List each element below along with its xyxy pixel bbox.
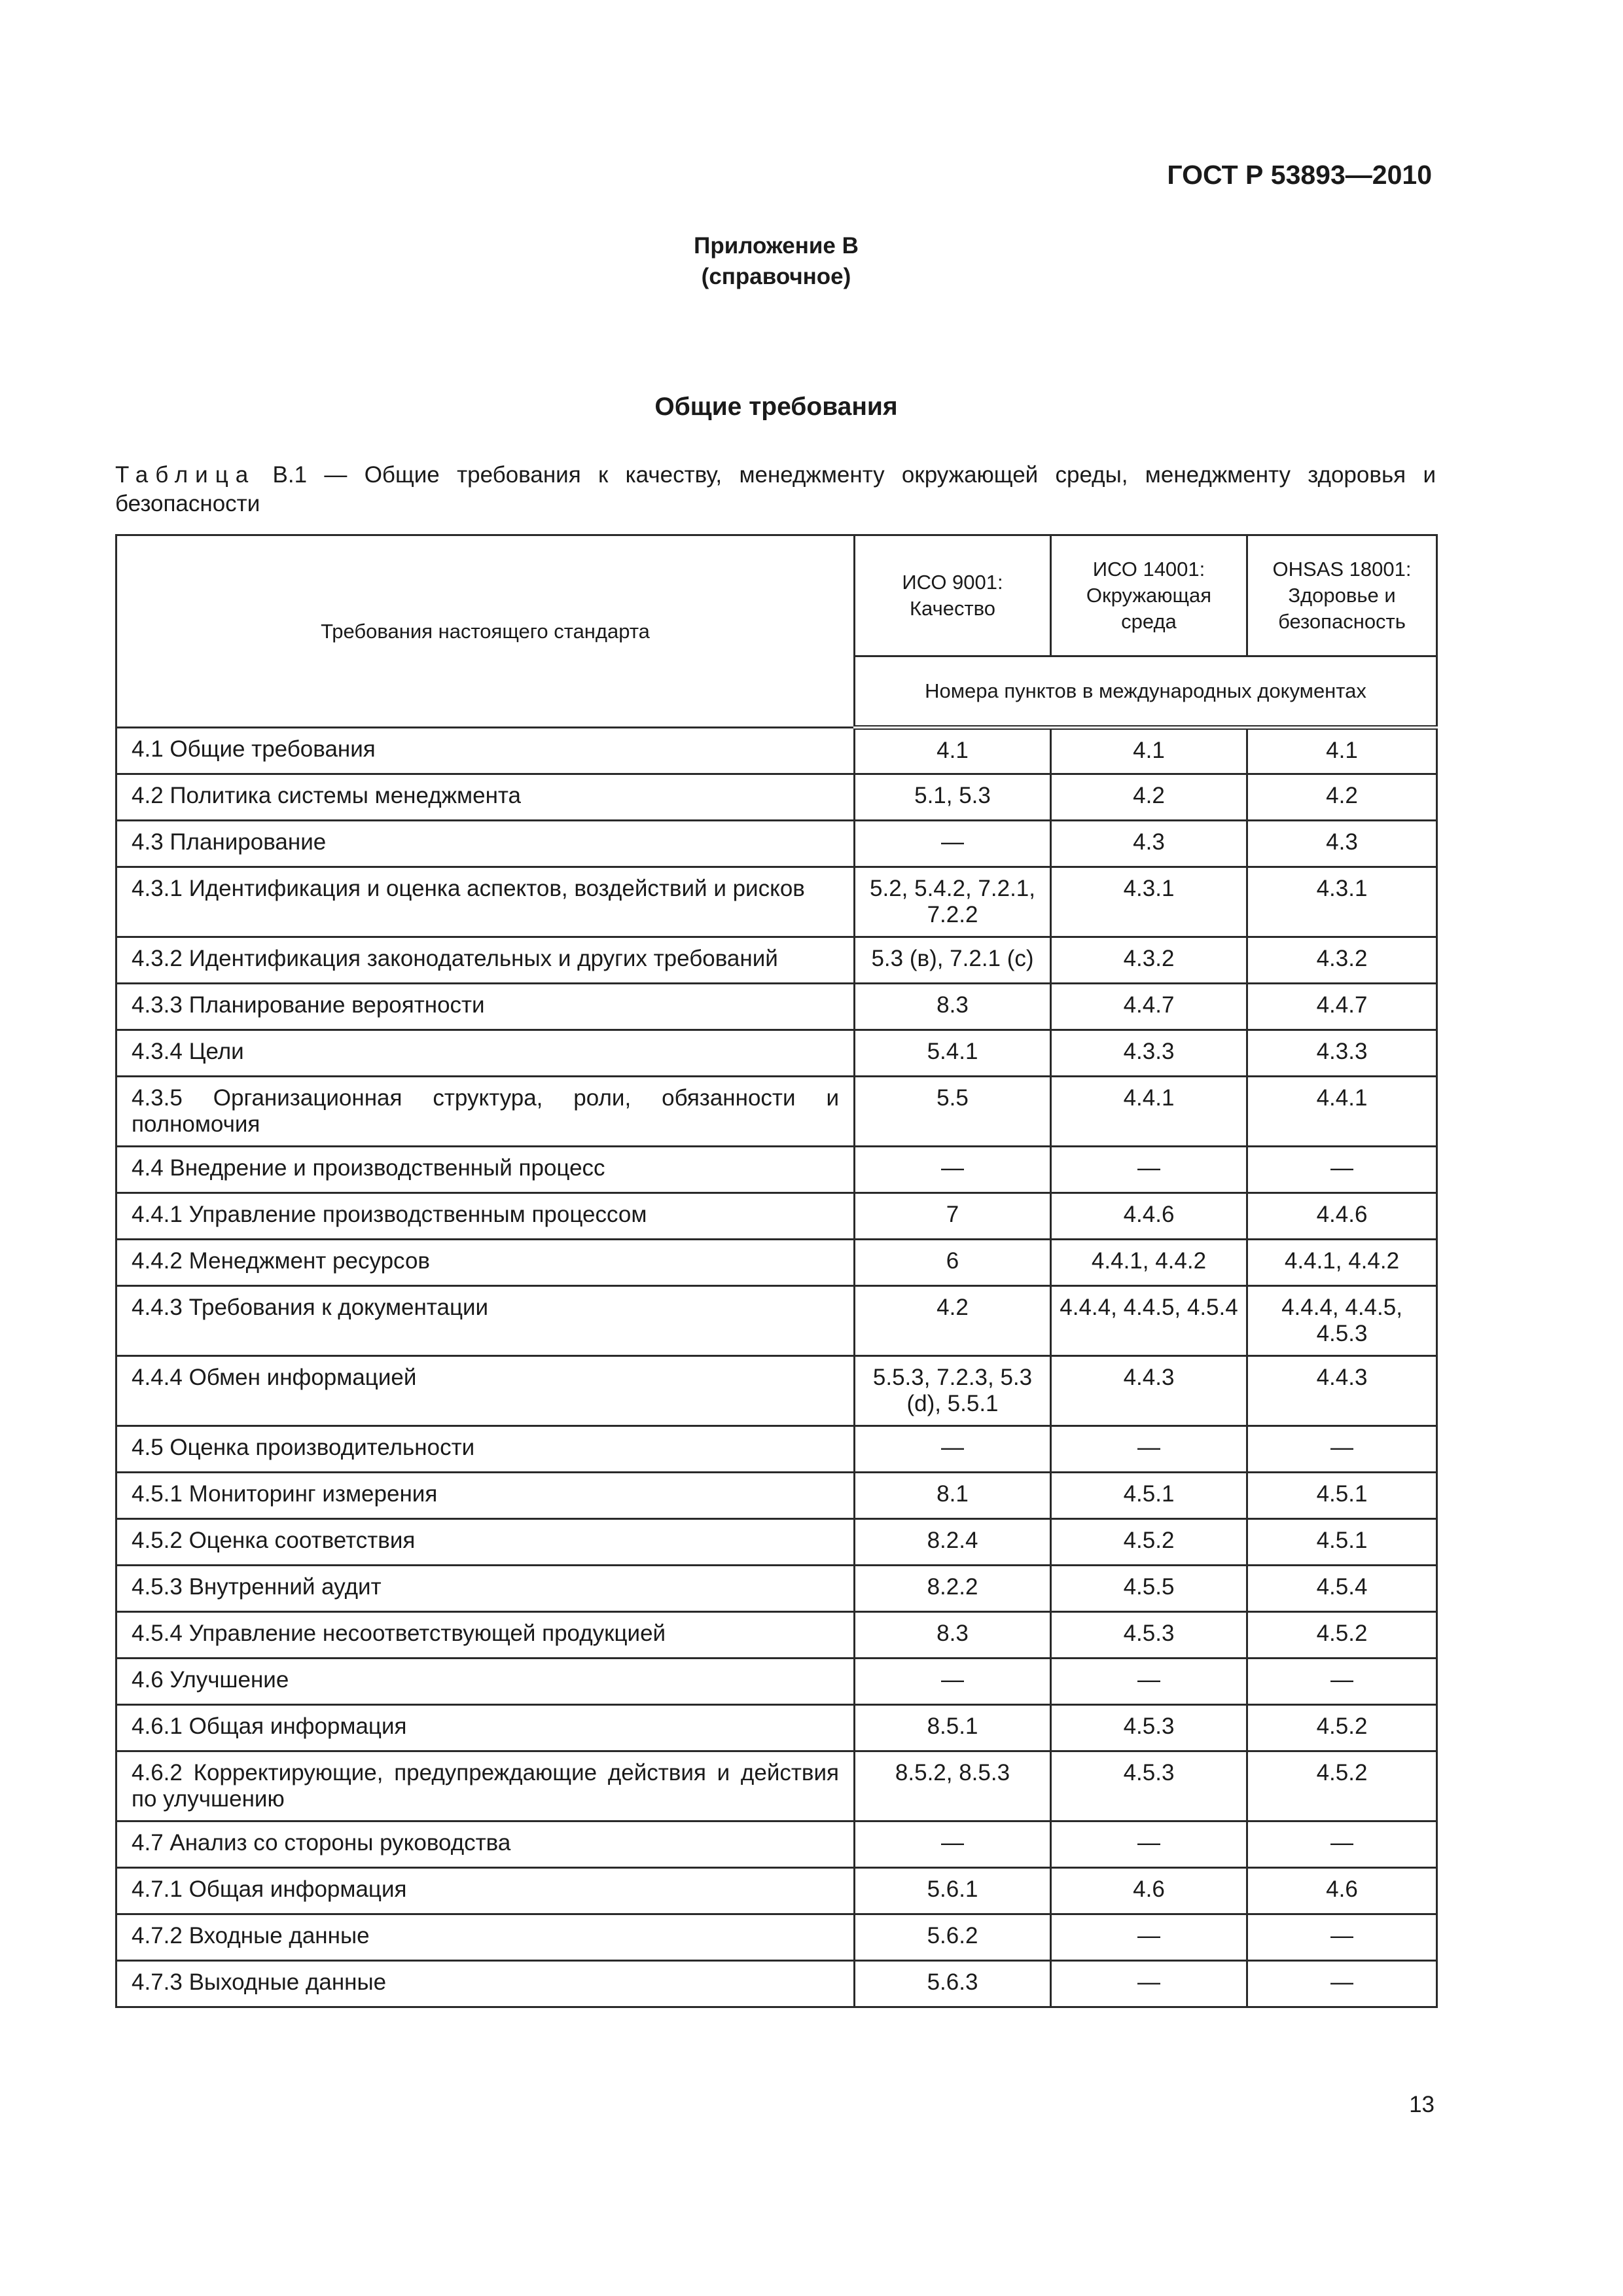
table-row — [116, 774, 1437, 821]
ohsas18001-cell: — — [1247, 1147, 1437, 1193]
requirement-cell: 4.3 Планирование — [116, 821, 855, 867]
iso14001-cell: 4.1 — [1051, 728, 1247, 774]
table-row — [116, 937, 1437, 984]
iso14001-cell: — — [1051, 1147, 1247, 1193]
iso9001-cell: 8.1 — [855, 1473, 1051, 1519]
ohsas18001-cell: 4.5.2 — [1247, 1705, 1437, 1751]
iso9001-cell: — — [855, 1147, 1051, 1193]
requirement-cell: 4.7 Анализ со стороны руководства — [116, 1821, 855, 1868]
iso14001-cell: 4.4.1 — [1051, 1077, 1247, 1147]
table-row — [116, 1868, 1437, 1914]
table-row — [116, 1659, 1437, 1705]
requirement-cell: 4.6.1 Общая информация — [116, 1705, 855, 1751]
requirement-cell: 4.3.2 Идентификация законодательных и других требований — [116, 937, 855, 984]
table-row — [116, 1821, 1437, 1868]
iso14001-cell: 4.5.1 — [1051, 1473, 1247, 1519]
requirement-cell: 4.5.3 Внутренний аудит — [116, 1566, 855, 1612]
iso9001-cell: 8.2.4 — [855, 1519, 1051, 1566]
ohsas18001-cell: 4.1 — [1247, 728, 1437, 774]
ohsas18001-cell: 4.4.1 — [1247, 1077, 1437, 1147]
ohsas18001-cell: 4.5.1 — [1247, 1519, 1437, 1566]
iso9001-cell: 8.3 — [855, 1612, 1051, 1659]
table-row — [116, 1077, 1437, 1147]
iso9001-cell: 8.5.2, 8.5.3 — [855, 1751, 1051, 1821]
table-caption-text: В.1 — Общие требования к качеству, менеджменту окружающей среды, менеджменту здоровья и безопасности — [115, 462, 1436, 516]
ohsas18001-cell: 4.3 — [1247, 821, 1437, 867]
ohsas18001-cell: — — [1247, 1821, 1437, 1868]
header-clause-numbers: Номера пунктов в международных документах — [855, 656, 1437, 728]
iso9001-cell: — — [855, 1426, 1051, 1473]
table-row — [116, 1193, 1437, 1240]
table-caption-prefix: Таблица — [115, 462, 256, 488]
table-row — [116, 1751, 1437, 1821]
ohsas18001-cell: 4.4.6 — [1247, 1193, 1437, 1240]
requirement-cell: 4.7.2 Входные данные — [116, 1914, 855, 1961]
iso14001-cell: 4.5.2 — [1051, 1519, 1247, 1566]
iso14001-cell: 4.5.3 — [1051, 1705, 1247, 1751]
iso14001-cell: 4.4.7 — [1051, 984, 1247, 1030]
iso9001-cell: 8.5.1 — [855, 1705, 1051, 1751]
requirement-cell: 4.6.2 Корректирующие, предупреждающие действия и действия по улучшению — [116, 1751, 855, 1821]
iso14001-cell: — — [1051, 1914, 1247, 1961]
requirement-cell: 4.3.3 Планирование вероятности — [116, 984, 855, 1030]
ohsas18001-cell: 4.3.3 — [1247, 1030, 1437, 1077]
table-row — [116, 1240, 1437, 1286]
ohsas18001-cell: 4.4.1, 4.4.2 — [1247, 1240, 1437, 1286]
iso9001-cell: 4.2 — [855, 1286, 1051, 1356]
requirement-cell: 4.2 Политика системы менеджмента — [116, 774, 855, 821]
iso14001-cell: 4.4.4, 4.4.5, 4.5.4 — [1051, 1286, 1247, 1356]
iso14001-cell: 4.5.5 — [1051, 1566, 1247, 1612]
requirement-cell: 4.4.1 Управление производственным процессом — [116, 1193, 855, 1240]
iso14001-cell: 4.4.3 — [1051, 1356, 1247, 1426]
ohsas18001-cell: 4.5.2 — [1247, 1751, 1437, 1821]
iso14001-cell: 4.4.6 — [1051, 1193, 1247, 1240]
ohsas18001-cell: 4.4.7 — [1247, 984, 1437, 1030]
ohsas18001-cell: 4.4.4, 4.4.5, 4.5.3 — [1247, 1286, 1437, 1356]
iso14001-cell: 4.3.1 — [1051, 867, 1247, 937]
requirement-cell: 4.5.1 Мониторинг измерения — [116, 1473, 855, 1519]
requirement-cell: 4.5.4 Управление несоответствующей продукцией — [116, 1612, 855, 1659]
iso9001-cell: 6 — [855, 1240, 1051, 1286]
table-row — [116, 1612, 1437, 1659]
iso9001-cell: 5.6.2 — [855, 1914, 1051, 1961]
table-row — [116, 1286, 1437, 1356]
iso9001-cell: 4.1 — [855, 728, 1051, 774]
table-row — [116, 821, 1437, 867]
requirement-cell: 4.7.3 Выходные данные — [116, 1961, 855, 2007]
iso14001-cell: — — [1051, 1961, 1247, 2007]
requirement-cell: 4.7.1 Общая информация — [116, 1868, 855, 1914]
requirement-cell: 4.1 Общие требования — [116, 728, 855, 774]
table-row — [116, 1473, 1437, 1519]
iso14001-cell: — — [1051, 1821, 1247, 1868]
table-row — [116, 1914, 1437, 1961]
iso14001-cell: 4.2 — [1051, 774, 1247, 821]
ohsas18001-cell: — — [1247, 1659, 1437, 1705]
table-row — [116, 1566, 1437, 1612]
header-iso9001: ИСО 9001: Качество — [855, 535, 1051, 656]
table-row — [116, 984, 1437, 1030]
header-iso14001: ИСО 14001: Окружающая среда — [1051, 535, 1247, 656]
ohsas18001-cell: 4.3.2 — [1247, 937, 1437, 984]
iso9001-cell: 8.2.2 — [855, 1566, 1051, 1612]
iso9001-cell: 5.2, 5.4.2, 7.2.1, 7.2.2 — [855, 867, 1051, 937]
table-row — [116, 728, 1437, 774]
iso9001-cell: 5.3 (в), 7.2.1 (с) — [855, 937, 1051, 984]
iso9001-cell: 5.6.1 — [855, 1868, 1051, 1914]
iso9001-cell: 8.3 — [855, 984, 1051, 1030]
iso9001-cell: 5.4.1 — [855, 1030, 1051, 1077]
iso14001-cell: 4.6 — [1051, 1868, 1247, 1914]
table-body — [116, 728, 1437, 2007]
iso14001-cell: 4.3.2 — [1051, 937, 1247, 984]
page-number: 13 — [1409, 2092, 1435, 2117]
iso14001-cell: — — [1051, 1659, 1247, 1705]
requirements-table — [115, 534, 1438, 2008]
document-code: ГОСТ Р 53893—2010 — [1167, 160, 1432, 190]
ohsas18001-cell: 4.3.1 — [1247, 867, 1437, 937]
ohsas18001-cell: 4.5.1 — [1247, 1473, 1437, 1519]
requirement-cell: 4.4.3 Требования к документации — [116, 1286, 855, 1356]
iso9001-cell: — — [855, 1821, 1051, 1868]
requirement-cell: 4.3.1 Идентификация и оценка аспектов, воздействий и рисков — [116, 867, 855, 937]
table-row — [116, 867, 1437, 937]
ohsas18001-cell: 4.5.2 — [1247, 1612, 1437, 1659]
ohsas18001-cell: — — [1247, 1426, 1437, 1473]
ohsas18001-cell: — — [1247, 1914, 1437, 1961]
requirement-cell: 4.3.5 Организационная структура, роли, обязанности и полномочия — [116, 1077, 855, 1147]
iso9001-cell: 5.6.3 — [855, 1961, 1051, 2007]
iso14001-cell: 4.5.3 — [1051, 1751, 1247, 1821]
requirement-cell: 4.6 Улучшение — [116, 1659, 855, 1705]
ohsas18001-cell: — — [1247, 1961, 1437, 2007]
appendix-heading — [0, 230, 1552, 292]
header-ohsas18001: OHSAS 18001: Здоровье и безопасность — [1247, 535, 1437, 656]
ohsas18001-cell: 4.2 — [1247, 774, 1437, 821]
section-title: Общие требования — [654, 393, 898, 421]
table-row — [116, 1030, 1437, 1077]
iso9001-cell: 5.1, 5.3 — [855, 774, 1051, 821]
table-row — [116, 1519, 1437, 1566]
iso9001-cell: 5.5 — [855, 1077, 1051, 1147]
table-row — [116, 1705, 1437, 1751]
table-row — [116, 1961, 1437, 2007]
iso14001-cell: 4.5.3 — [1051, 1612, 1247, 1659]
ohsas18001-cell: 4.5.4 — [1247, 1566, 1437, 1612]
requirement-cell: 4.5 Оценка производительности — [116, 1426, 855, 1473]
requirement-cell: 4.5.2 Оценка соответствия — [116, 1519, 855, 1566]
requirement-cell: 4.4.4 Обмен информацией — [116, 1356, 855, 1426]
requirement-cell: 4.4.2 Менеджмент ресурсов — [116, 1240, 855, 1286]
table-caption — [115, 461, 1436, 518]
ohsas18001-cell: 4.4.3 — [1247, 1356, 1437, 1426]
table-row — [116, 1426, 1437, 1473]
table-row — [116, 1147, 1437, 1193]
iso14001-cell: 4.4.1, 4.4.2 — [1051, 1240, 1247, 1286]
header-requirement: Требования настоящего стандарта — [116, 535, 855, 728]
appendix-note: (справочное) — [701, 264, 851, 289]
iso14001-cell: 4.3.3 — [1051, 1030, 1247, 1077]
table-row — [116, 1356, 1437, 1426]
requirement-cell: 4.4 Внедрение и производственный процесс — [116, 1147, 855, 1193]
requirement-cell: 4.3.4 Цели — [116, 1030, 855, 1077]
iso9001-cell: — — [855, 821, 1051, 867]
iso9001-cell: 7 — [855, 1193, 1051, 1240]
iso9001-cell: 5.5.3, 7.2.3, 5.3 (d), 5.5.1 — [855, 1356, 1051, 1426]
ohsas18001-cell: 4.6 — [1247, 1868, 1437, 1914]
iso14001-cell: 4.3 — [1051, 821, 1247, 867]
appendix-title: Приложение В — [694, 233, 859, 259]
iso14001-cell: — — [1051, 1426, 1247, 1473]
iso9001-cell: — — [855, 1659, 1051, 1705]
